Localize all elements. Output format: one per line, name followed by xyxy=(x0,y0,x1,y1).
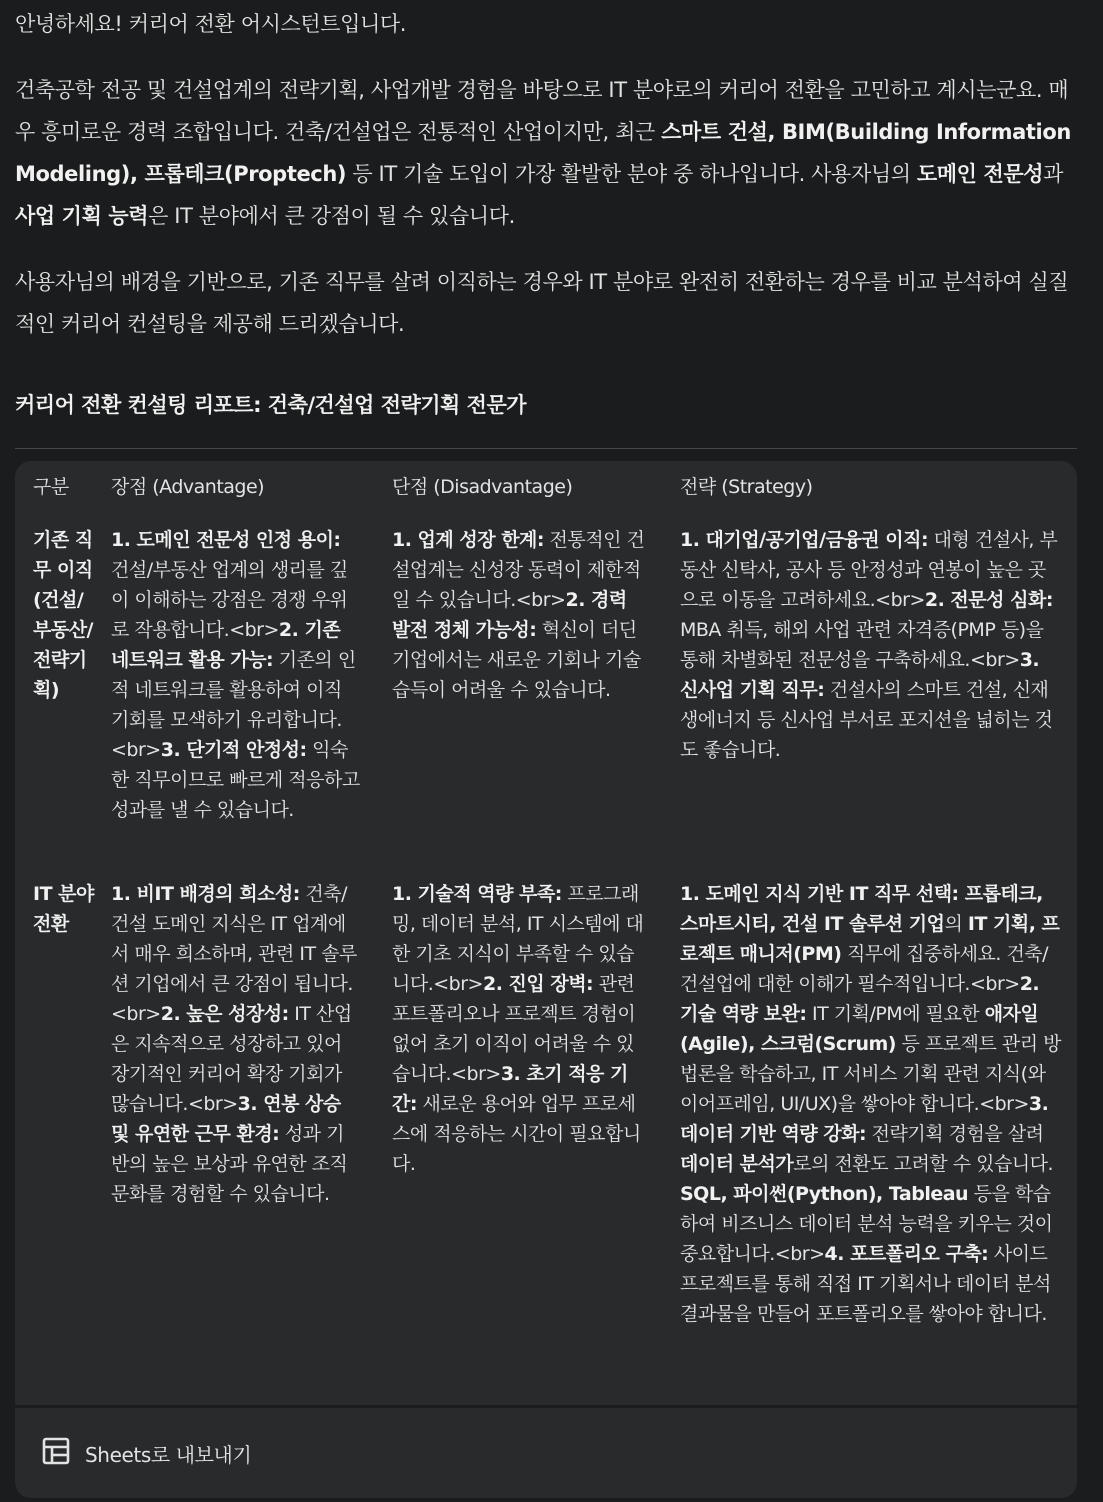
row1-disadvantage xyxy=(392,525,650,705)
bold-segment: 1. 업계 성장 한계: xyxy=(392,529,545,551)
bold-segment: 3. 연봉 상승 및 유연한 근무 환경: xyxy=(111,1093,341,1145)
intro-text-1: 건축공학 전공 및 건설업계의 전략기획, 사업개발 경험을 바탕으로 IT 분야로의 커리어 전환을 고민하고 계시는군요. 매우 흥미로운 경력 조합입니다. 건축/건설업은 전통적인 산업이지만, 최근 xyxy=(15,78,1069,144)
text-segment: 사이드 프로젝트를 통해 직접 IT 기획서나 데이터 분석 결과물을 만들어 포트폴리오를 쌓아야 합니다. xyxy=(680,1243,1051,1325)
text-segment: 건설/부동산 업계의 생리를 깊이 이해하는 강점은 경쟁 우위로 작용합니다.<br> xyxy=(111,559,348,641)
bold-segment: 4. 포트폴리오 구축: xyxy=(824,1243,989,1265)
text-segment: 관련 포트폴리오나 프로젝트 경험이 없어 초기 이직이 어려울 수 있습니다.<br> xyxy=(392,973,636,1085)
text-segment: 의 xyxy=(944,913,968,935)
text-segment: 성과 기반의 높은 보상과 유연한 조직 문화를 경험할 수 있습니다. xyxy=(111,1123,348,1205)
text-segment: IT 기획/PM에 필요한 xyxy=(806,1003,985,1025)
header-disadvantage: 단점 (Disadvantage) xyxy=(392,476,573,498)
text-segment: 익숙한 직무이므로 빠르게 적응하고 성과를 낼 수 있습니다. xyxy=(111,739,360,821)
intro-bold-domain: 도메인 전문성 xyxy=(916,162,1044,186)
row1-advantage xyxy=(111,525,361,825)
text-segment: 등 프로젝트 관리 방법론을 학습하고, IT 서비스 기획 관련 지식(와이어프레임, UI/UX)을 쌓아야 합니다.<br> xyxy=(680,1033,1061,1115)
intro-paragraph xyxy=(15,69,1076,237)
header-strategy: 전략 (Strategy) xyxy=(680,476,813,498)
text-segment: 건설사의 스마트 건설, 신재생에너지 등 신사업 부서로 포지션을 넓히는 것도 좋습니다. xyxy=(680,679,1053,761)
bold-segment: 2. 높은 성장성: xyxy=(160,1003,289,1025)
bold-segment: 1. 도메인 전문성 인정 용이: xyxy=(111,529,341,551)
intro-text-3: 과 xyxy=(1043,162,1064,186)
row1-strategy xyxy=(680,525,1062,765)
bold-segment: 데이터 분석가 xyxy=(680,1153,794,1175)
bold-segment: 3. 데이터 기반 역량 강화: xyxy=(680,1093,1049,1145)
divider xyxy=(15,448,1077,449)
text-segment: 프로그래밍, 데이터 분석, IT 시스템에 대한 기초 지식이 부족할 수 있습니다.<br> xyxy=(392,883,644,995)
bold-segment: 1. 도메인 지식 기반 IT 직무 선택: 프롭테크, 스마트시티, 건설 IT 솔루션 기업 xyxy=(680,883,1043,935)
row2-disadvantage xyxy=(392,879,650,1179)
text-segment: 전략기획 경험을 살려 xyxy=(866,1123,1044,1145)
row2-strategy xyxy=(680,879,1062,1329)
text-segment: IT 산업은 지속적으로 성장하고 있어 장기적인 커리어 확장 기회가 많습니다.<br> xyxy=(111,1003,352,1115)
row-label-it-switch: IT 분야 전환 xyxy=(33,883,94,935)
bold-segment: 1. 비IT 배경의 희소성: xyxy=(111,883,300,905)
analysis-paragraph: 사용자님의 배경을 기반으로, 기존 직무를 살려 이직하는 경우와 IT 분야로 완전히 전환하는 경우를 비교 분석하여 실질적인 커리어 컨설팅을 제공해 드리겠습니다. xyxy=(15,270,1069,336)
export-to-sheets-button[interactable] xyxy=(41,1433,251,1473)
bold-segment: IT 기획, 프로젝트 매니저(PM) xyxy=(680,913,1060,965)
intro-bold-tech: 스마트 건설, BIM(Building Information Modeling), 프롭테크(Proptech) xyxy=(15,120,1071,186)
table-icon xyxy=(41,1436,71,1470)
bold-segment: 2. 전문성 심화: xyxy=(924,589,1053,611)
bold-segment: 1. 기술적 역량 부족: xyxy=(392,883,562,905)
bold-segment: 애자일(Agile), 스크럼(Scrum) xyxy=(680,1003,1039,1055)
text-segment: MBA 취득, 해외 사업 관련 자격증(PMP 등)을 통해 차별화된 전문성을 구축하세요.<br> xyxy=(680,619,1044,671)
header-advantage: 장점 (Advantage) xyxy=(111,476,265,498)
bold-segment: 1. 대기업/공기업/금융권 이직: xyxy=(680,529,929,551)
bold-segment: 2. 진입 장벽: xyxy=(482,973,594,995)
bold-segment: 3. 신사업 기획 직무: xyxy=(680,649,1040,701)
text-segment: 대형 건설사, 부동산 신탁사, 공사 등 안정성과 연봉이 높은 곳으로 이동을 고려하세요.<br> xyxy=(680,529,1058,611)
row-label-current-job: 기존 직무 이직 (건설/ 부동산/ 전략기 획) xyxy=(33,529,94,701)
bold-segment: 2. 경력 발전 정체 가능성: xyxy=(392,589,627,641)
text-segment: 직무에 집중하세요. 건축/건설업에 대한 이해가 필수적입니다.<br> xyxy=(680,943,1049,995)
text-segment: 기존의 인적 네트워크를 활용하여 이직 기회를 모색하기 유리합니다.<br> xyxy=(111,649,356,761)
text-segment: 로의 전환도 고려할 수 있습니다. xyxy=(793,1153,1054,1175)
export-label: Sheets로 내보내기 xyxy=(85,1442,252,1467)
intro-text-4: 은 IT 분야에서 큰 강점이 될 수 있습니다. xyxy=(148,204,515,228)
comparison-table xyxy=(15,461,1077,1405)
bold-segment: 3. 단기적 안정성: xyxy=(160,739,307,761)
bold-segment: 2. 기존 네트워크 활용 가능: xyxy=(111,619,341,671)
bold-segment: 3. 초기 적응 기간: xyxy=(392,1063,628,1115)
text-segment: 전통적인 건설업계는 신성장 동력이 제한적일 수 있습니다.<br> xyxy=(392,529,645,611)
text-segment: 혁신이 더딘 기업에서는 새로운 기회나 기술 습득이 어려울 수 있습니다. xyxy=(392,619,641,701)
row2-advantage xyxy=(111,879,361,1209)
bold-segment: 2. 기술 역량 보완: xyxy=(680,973,1040,1025)
text-segment: 새로운 용어와 업무 프로세스에 적응하는 시간이 필요합니다. xyxy=(392,1093,641,1175)
intro-bold-planning: 사업 기획 능력 xyxy=(15,204,149,228)
export-bar xyxy=(15,1408,1077,1498)
text-segment: 등을 학습하여 비즈니스 데이터 분석 능력을 키우는 것이 중요합니다.<br> xyxy=(680,1183,1053,1265)
intro-text-2: 등 IT 기술 도입이 가장 활발한 분야 중 하나입니다. 사용자님의 xyxy=(346,162,917,186)
text-segment: 건축/건설 도메인 지식은 IT 업계에서 매우 희소하며, 관련 IT 솔루션 기업에서 큰 강점이 됩니다.<br> xyxy=(111,883,357,1025)
bold-segment: SQL, 파이썬(Python), Tableau xyxy=(680,1183,969,1205)
header-category: 구분 xyxy=(33,476,69,498)
greeting-text: 안녕하세요! 커리어 전환 어시스턴트입니다. xyxy=(15,12,407,36)
report-title: 커리어 전환 컨설팅 리포트: 건축/건설업 전략기획 전문가 xyxy=(15,393,527,417)
